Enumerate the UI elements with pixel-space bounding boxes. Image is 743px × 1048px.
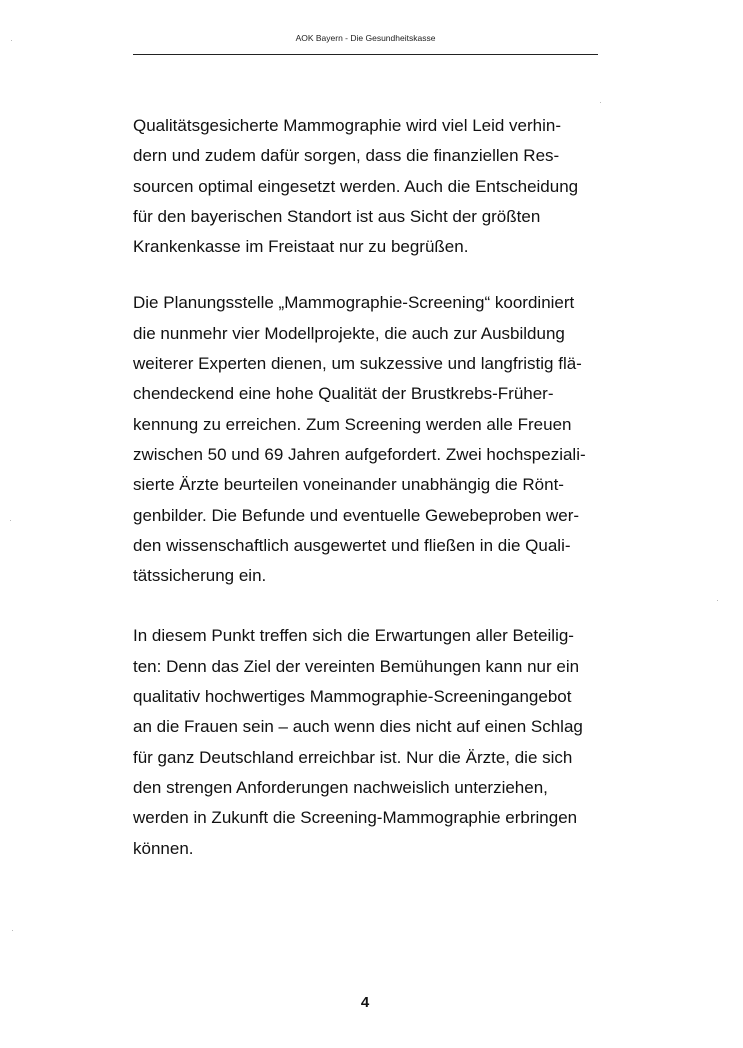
text-line: In diesem Punkt treffen sich die Erwartungen aller Beteilig-: [133, 626, 574, 646]
text-line: kennung zu erreichen. Zum Screening werden alle Freuen: [133, 414, 572, 434]
text-line: dern und zudem dafür sorgen, dass die finanziellen Res-: [133, 146, 560, 166]
text-line: für den bayerischen Standort ist aus Sicht der größten: [133, 206, 541, 226]
text-line: zwischen 50 und 69 Jahren aufgefordert. Zwei hochspeziali-: [133, 444, 586, 464]
document-body: [133, 111, 613, 894]
scan-speck: [717, 600, 718, 601]
text-line: Die Planungsstelle „Mammographie-Screening“ koordiniert: [133, 293, 575, 313]
text-line: den wissenschaftlich ausgewertet und fließen in die Quali-: [133, 535, 571, 555]
paragraph-3: [133, 621, 613, 863]
text-line: den strengen Anforderungen nachweislich unterziehen,: [133, 777, 548, 797]
scan-speck: [10, 520, 11, 521]
text-line: qualitativ hochwertiges Mammographie-Screeningangebot: [133, 687, 572, 707]
text-line: die nunmehr vier Modellprojekte, die auch zur Ausbildung: [133, 323, 565, 343]
text-line: an die Frauen sein – auch wenn dies nicht auf einen Schlag: [133, 717, 583, 737]
text-line: sierte Ärzte beurteilen voneinander unabhängig die Rönt-: [133, 475, 564, 495]
text-line: tätssicherung ein.: [133, 566, 267, 586]
text-line: können.: [133, 838, 194, 858]
paragraph-1: [133, 111, 613, 262]
scan-speck: [11, 40, 12, 41]
text-line: chendeckend eine hohe Qualität der Brustkrebs-Früher-: [133, 384, 554, 404]
text-line: werden in Zukunft die Screening-Mammographie erbringen: [133, 808, 578, 828]
text-line: Krankenkasse im Freistaat nur zu begrüßen.: [133, 237, 469, 257]
text-line: genbilder. Die Befunde und eventuelle Gewebeproben wer-: [133, 505, 580, 525]
text-line: weiterer Experten dienen, um sukzessive und langfristig flä-: [133, 354, 582, 374]
scan-speck: [600, 102, 601, 103]
text-line: Qualitätsgesicherte Mammographie wird viel Leid verhin-: [133, 116, 562, 135]
page-number: 4: [360, 994, 370, 1011]
paragraph-2: [133, 288, 613, 591]
header-title: AOK Bayern - Die Gesundheitskasse: [295, 33, 436, 43]
page-header: [133, 30, 598, 55]
text-line: für ganz Deutschland erreichbar ist. Nur die Ärzte, die sich: [133, 747, 573, 767]
scan-speck: [12, 930, 13, 931]
text-line: ten: Denn das Ziel der vereinten Bemühungen kann nur ein: [133, 656, 580, 676]
text-line: sourcen optimal eingesetzt werden. Auch die Entscheidung: [133, 176, 579, 196]
